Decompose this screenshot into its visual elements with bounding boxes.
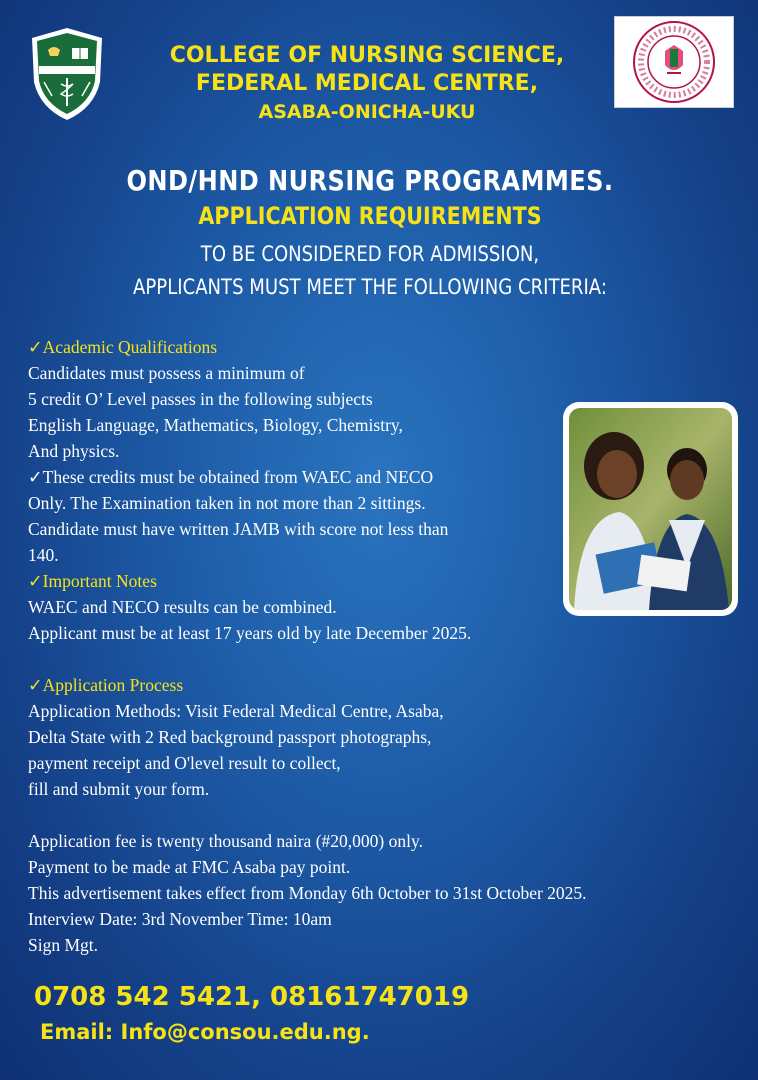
fees-line: Sign Mgt. (28, 935, 99, 955)
fmc-asaba-seal-icon (614, 16, 734, 108)
students-photo (563, 402, 738, 616)
academic-line: Candidates must possess a minimum of (28, 363, 305, 383)
notes-heading: ✓Important Notes (28, 571, 157, 591)
college-name-line3: ASABA-ONICHA-UKU (258, 101, 476, 123)
college-crest-icon (28, 26, 106, 122)
process-line: fill and submit your form. (28, 779, 210, 799)
spacer (28, 802, 748, 828)
academic-line: 140. (28, 545, 59, 565)
process-line: payment receipt and O'level result to collect, (28, 753, 341, 773)
academic-line: 5 credit O’ Level passes in the following subjects (28, 389, 373, 409)
students-photo-illustration (569, 408, 732, 610)
college-name-line2: FEDERAL MEDICAL CENTRE, (195, 71, 539, 96)
notes-line: Applicant must be at least 17 years old by late December 2025. (28, 623, 472, 643)
contact-email: Email: Info@consou.edu.ng. (40, 1020, 370, 1044)
process-line: Delta State with 2 Red background passport photographs, (28, 727, 432, 747)
college-name-line1: COLLEGE OF NURSING SCIENCE, (169, 43, 565, 68)
requirements-title: APPLICATION REQUIREMENTS (198, 202, 542, 230)
academic-line: Only. The Examination taken in not more than 2 sittings. (28, 493, 426, 513)
contact-phones: 0708 542 5421, 08161747019 (34, 982, 470, 1012)
criteria-line2: APPLICANTS MUST MEET THE FOLLOWING CRITERIA: (133, 275, 607, 299)
fees-line: Payment to be made at FMC Asaba pay point. (28, 857, 351, 877)
academic-line: ✓These credits must be obtained from WAEC and NECO (28, 467, 434, 487)
criteria-heading (52, 238, 688, 304)
fees-line: Application fee is twenty thousand naira (#20,000) only. (28, 831, 423, 851)
academic-line: Candidate must have written JAMB with score not less than (28, 519, 449, 539)
programmes-title: OND/HND NURSING PROGRAMMES. (126, 164, 614, 197)
process-heading: ✓Application Process (28, 675, 184, 695)
academic-line: English Language, Mathematics, Biology, Chemistry, (28, 415, 403, 435)
spacer (28, 646, 748, 672)
academic-line: And physics. (28, 441, 120, 461)
fees-line: Interview Date: 3rd November Time: 10am (28, 909, 332, 929)
process-line: Application Methods: Visit Federal Medical Centre, Asaba, (28, 701, 444, 721)
college-name (112, 42, 622, 126)
academic-heading: ✓Academic Qualifications (28, 337, 218, 357)
criteria-line1: TO BE CONSIDERED FOR ADMISSION, (200, 242, 540, 266)
notes-line: WAEC and NECO results can be combined. (28, 597, 337, 617)
fees-line: This advertisement takes effect from Monday 6th 0ctober to 31st October 2025. (28, 883, 587, 903)
